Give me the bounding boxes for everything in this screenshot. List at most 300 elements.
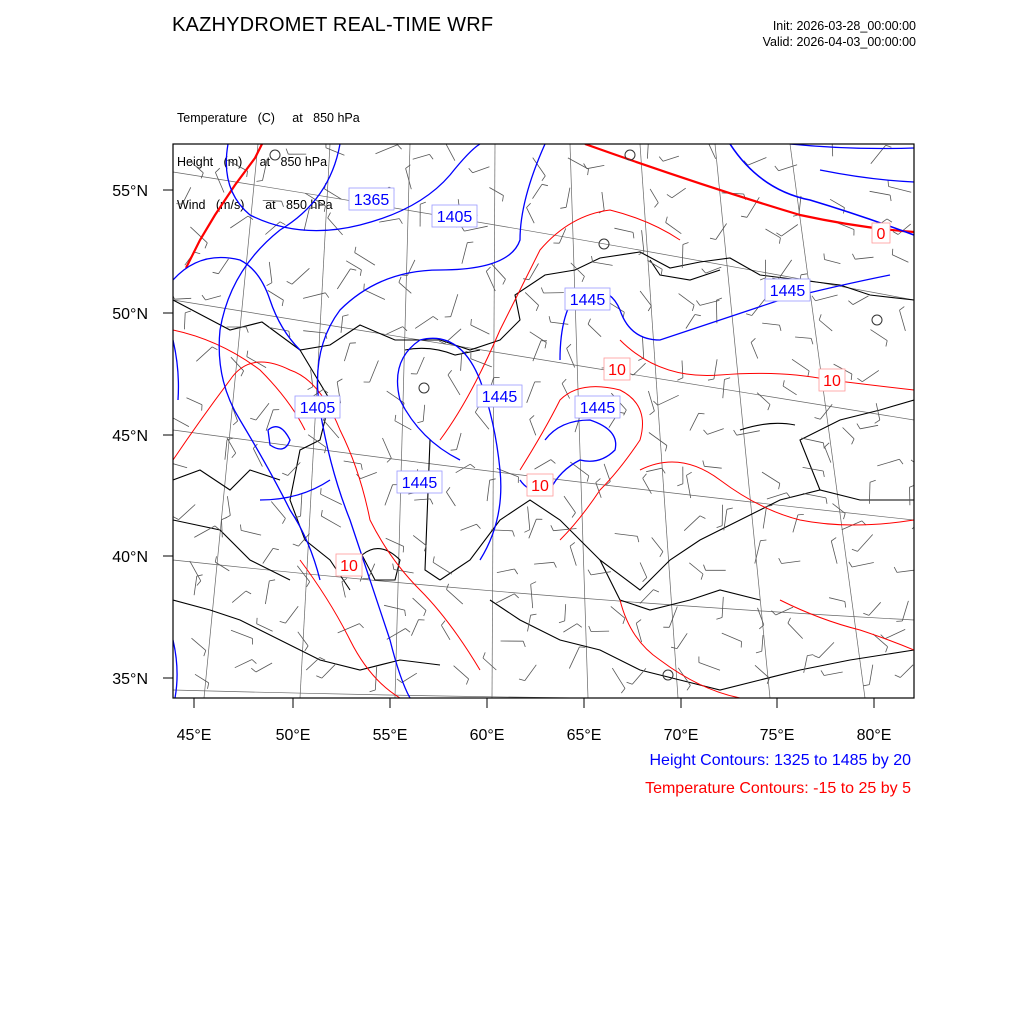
- wind-barb: [241, 530, 261, 535]
- wind-barb: [570, 546, 576, 566]
- temperature-label: [336, 554, 362, 576]
- svg-text:1445: 1445: [569, 292, 606, 309]
- wind-barb: [168, 462, 187, 468]
- wind-barb-flag: [918, 320, 923, 324]
- wind-barb: [533, 184, 543, 198]
- wind-barb: [525, 665, 537, 681]
- wind-barb-flag: [886, 647, 888, 653]
- wind-barb-flag: [627, 682, 633, 684]
- wind-barb-flag: [783, 380, 784, 386]
- wind-barb: [387, 327, 403, 335]
- wind-barb-flag: [775, 166, 779, 171]
- wind-barb: [232, 591, 246, 603]
- wind-barb-flag: [405, 629, 410, 633]
- wind-barb-flag: [808, 371, 809, 377]
- field-wind: Wind (m/s) at 850 hPa: [177, 198, 333, 212]
- wind-barb: [658, 395, 679, 405]
- wind-barb: [346, 261, 361, 270]
- wind-barb-flag: [282, 201, 284, 207]
- wind-barb-flag: [250, 418, 256, 420]
- lat-tick-label: 55°N: [112, 183, 148, 200]
- wind-barb: [364, 290, 385, 300]
- wind-barb-flag: [636, 620, 641, 624]
- wind-barb: [804, 656, 808, 673]
- wind-barb: [876, 403, 880, 420]
- wind-barb-flag: [173, 517, 178, 520]
- wind-barb: [387, 391, 404, 403]
- wind-barb-flag: [433, 556, 434, 562]
- wind-barb: [483, 658, 496, 670]
- wind-barb: [825, 447, 831, 463]
- wind-barb-flag: [241, 371, 244, 376]
- wind-barb-flag: [588, 319, 590, 325]
- wind-barb: [591, 572, 611, 575]
- wind-barb-flag: [660, 552, 663, 557]
- wind-barb: [801, 438, 823, 443]
- wind-barb: [399, 282, 411, 293]
- wind-barb-flag: [661, 269, 662, 275]
- wind-barb-flag: [851, 374, 852, 380]
- wind-barb: [914, 348, 931, 359]
- wind-barb-flag: [269, 580, 275, 581]
- wind-barb-flag: [788, 618, 791, 623]
- wind-barb-flag: [823, 471, 824, 477]
- wind-barb: [869, 482, 870, 504]
- wind-barb: [640, 563, 647, 578]
- wind-barb-flag: [282, 300, 283, 306]
- wind-barb: [783, 386, 797, 395]
- wind-barb-flag: [513, 531, 515, 537]
- wind-barb: [308, 435, 326, 448]
- wind-barb-flag: [251, 668, 256, 672]
- wind-barb: [461, 353, 462, 371]
- wind-barb: [370, 361, 379, 383]
- wind-barb-flag: [931, 348, 936, 352]
- wind-barb: [858, 535, 873, 552]
- wind-barb: [269, 262, 272, 283]
- wind-barb-flag: [695, 315, 701, 316]
- wind-barb: [722, 597, 723, 618]
- svg-text:1405: 1405: [436, 209, 473, 226]
- wind-barb: [454, 666, 469, 679]
- wind-barb: [593, 262, 613, 265]
- wind-barb-flag: [655, 203, 659, 208]
- wind-barb-flag: [653, 590, 659, 592]
- wind-barb-flag: [596, 479, 601, 483]
- svg-text:1445: 1445: [769, 283, 806, 300]
- wind-barb-flag: [515, 569, 518, 574]
- wind-barb-flag: [926, 378, 932, 379]
- wind-barb: [530, 419, 536, 435]
- wind-barb: [551, 322, 569, 324]
- wind-barb: [682, 361, 683, 378]
- svg-text:1445: 1445: [579, 400, 616, 417]
- wind-barb: [338, 624, 360, 633]
- svg-text:10: 10: [608, 362, 626, 379]
- wind-barb: [642, 230, 644, 252]
- wind-barb: [527, 382, 535, 403]
- wind-barb: [666, 223, 682, 234]
- wind-barb-flag: [666, 217, 668, 223]
- wind-barb: [647, 137, 648, 158]
- height-labels: [295, 188, 810, 493]
- wind-barb-flag: [667, 194, 672, 197]
- wind-barb-flag: [530, 415, 534, 419]
- wind-barb: [803, 467, 824, 471]
- wind-barb: [383, 438, 392, 458]
- wind-barb-flag: [831, 538, 836, 541]
- wind-barb: [748, 158, 767, 166]
- svg-text:1445: 1445: [481, 389, 518, 406]
- wind-barb-flag: [823, 443, 824, 449]
- height-label: [349, 188, 394, 210]
- wind-barb: [766, 229, 781, 238]
- wind-barb-flag: [704, 565, 706, 571]
- wind-barb: [487, 480, 490, 501]
- wind-barb: [795, 337, 811, 338]
- wind-barb-flag: [587, 476, 589, 482]
- wind-barb-flag: [395, 415, 396, 421]
- wind-barb: [669, 607, 677, 628]
- lon-tick-label: 75°E: [759, 727, 795, 744]
- height-label: [397, 471, 442, 493]
- wind-barb-flag: [355, 247, 356, 253]
- wind-barb-flag: [886, 145, 892, 147]
- wind-barb-flag: [324, 206, 325, 212]
- lat-tick-label: 40°N: [112, 549, 148, 566]
- wind-barb: [256, 403, 269, 420]
- wind-barb: [562, 384, 570, 399]
- wind-barb-flag: [844, 513, 846, 519]
- field-height: Height (m) at 850 hPa: [177, 154, 328, 169]
- wind-barb-flag: [503, 196, 504, 202]
- wind-barb-flag: [287, 281, 292, 284]
- wind-barb: [869, 602, 881, 615]
- lat-tick-label: 35°N: [112, 671, 148, 688]
- wind-barb-flag: [559, 621, 565, 623]
- wind-barb-flag: [724, 378, 730, 380]
- wind-barb: [230, 216, 248, 228]
- wind-barb-flag: [671, 647, 677, 648]
- height-contour-caption: Height Contours: 1325 to 1485 by 20: [649, 752, 911, 769]
- wind-barb: [762, 472, 780, 483]
- wind-barb-flag: [503, 279, 506, 284]
- wind-barb-flag: [702, 269, 706, 273]
- wind-barb-flag: [624, 410, 627, 415]
- wind-barb: [819, 320, 832, 331]
- wind-barb-flag: [205, 243, 207, 249]
- wind-barb: [328, 218, 343, 235]
- wind-barb-flag: [202, 295, 206, 300]
- wind-barb-flag: [475, 407, 478, 412]
- wind-barb-flag: [321, 510, 322, 516]
- wind-barb: [528, 615, 531, 631]
- wind-barb: [531, 584, 533, 608]
- wind-barb-flag: [751, 338, 755, 342]
- wind-barb-flag: [360, 576, 362, 582]
- wind-barb-flag: [703, 461, 705, 467]
- wind-barb-flag: [779, 558, 782, 563]
- height-label: [565, 288, 610, 310]
- wind-barb-flag: [212, 347, 217, 350]
- wind-barb: [563, 624, 577, 632]
- wind-barb-flag: [167, 456, 168, 462]
- lon-tick-label: 70°E: [663, 727, 699, 744]
- wind-barb-flag: [699, 413, 705, 414]
- lon-tick-label: 65°E: [566, 727, 602, 744]
- wind-barb: [379, 219, 399, 223]
- wind-barb-flag: [486, 267, 490, 271]
- wind-barb-flag: [523, 641, 525, 647]
- wind-barb: [195, 674, 209, 683]
- wind-barb: [376, 145, 398, 154]
- wind-barb: [716, 224, 727, 240]
- wind-barb-flag: [887, 219, 892, 222]
- wind-barb-flag: [554, 562, 557, 567]
- wind-barb: [682, 245, 683, 268]
- wind-barb: [587, 165, 605, 168]
- wind-barb: [862, 370, 879, 381]
- wind-barb-flag: [821, 670, 824, 675]
- wind-barb: [897, 570, 919, 573]
- wind-barb-flag: [527, 203, 531, 207]
- wind-barb: [918, 436, 933, 447]
- wind-barb-flag: [741, 216, 747, 217]
- wind-barb-flag: [477, 524, 481, 528]
- valid-time: Valid: 2026-04-03_00:00:00: [762, 35, 916, 49]
- wind-barb: [762, 323, 779, 325]
- wind-barb: [179, 505, 196, 520]
- wind-barb-flag: [756, 651, 762, 653]
- wind-barb-flag: [325, 293, 328, 298]
- wind-barb: [344, 343, 350, 361]
- wind-barb-flag: [852, 549, 858, 551]
- wind-barb: [885, 629, 905, 638]
- lon-tick-label: 55°E: [372, 727, 408, 744]
- wind-barb: [326, 148, 345, 155]
- wind-barb-flag: [665, 446, 667, 452]
- wind-barb: [433, 562, 452, 574]
- wind-barb: [614, 228, 633, 232]
- wind-barb-flag: [523, 279, 529, 280]
- field-temperature: Temperature (C) at 850 hPa: [177, 111, 360, 125]
- wind-barb-flag: [700, 516, 705, 519]
- wind-barb: [716, 300, 717, 323]
- wind-barb: [196, 347, 212, 361]
- wind-barb-flag: [337, 379, 342, 382]
- wind-barb-flag: [213, 272, 219, 273]
- wind-barb-flag: [257, 181, 263, 182]
- wind-barb-flag: [633, 232, 634, 238]
- wind-barb: [263, 159, 268, 181]
- wind-barb: [792, 359, 809, 371]
- wind-barb-flag: [240, 525, 241, 531]
- svg-text:1445: 1445: [401, 475, 438, 492]
- wind-barb-flag: [643, 578, 647, 582]
- wind-barb-flag: [433, 316, 438, 320]
- wind-barb-flag: [531, 582, 536, 585]
- wind-barb-flag: [399, 219, 402, 224]
- wind-barb: [286, 606, 299, 623]
- wind-barb-flag: [273, 548, 279, 549]
- wind-barb-flag: [825, 443, 830, 447]
- wind-barb: [227, 160, 247, 171]
- wind-barb-flag: [267, 283, 272, 286]
- wind-barb-flag: [857, 424, 860, 429]
- wind-barb: [632, 668, 646, 684]
- wind-barb: [564, 496, 576, 512]
- wind-barb: [337, 269, 350, 289]
- lat-tick-label: 50°N: [112, 306, 148, 323]
- wind-barb: [413, 535, 426, 545]
- wind-barb-flag: [807, 655, 813, 656]
- wind-barb-flag: [466, 679, 468, 685]
- wind-barb: [569, 647, 579, 669]
- wind-barb-flag: [928, 474, 930, 480]
- wind-barb-flag: [542, 176, 545, 181]
- wind-barb: [779, 165, 798, 171]
- wind-barb: [751, 342, 758, 358]
- wind-barb: [860, 425, 878, 429]
- wind-barb-flag: [514, 594, 518, 598]
- wind-barb-flag: [650, 411, 655, 415]
- wind-barb-flag: [233, 421, 238, 425]
- wind-barb: [423, 405, 425, 421]
- wind-barb: [640, 590, 654, 604]
- wind-barb-flag: [892, 249, 893, 255]
- wind-barb: [528, 507, 530, 530]
- wind-barb: [799, 196, 801, 215]
- wind-barb-flag: [798, 514, 804, 515]
- wind-barb: [871, 330, 888, 341]
- wind-barb-flag: [890, 195, 891, 201]
- wind-barb: [758, 608, 764, 625]
- init-time: Init: 2026-03-28_00:00:00: [772, 19, 916, 33]
- wind-barb-flag: [541, 288, 543, 294]
- wind-barb-flag: [579, 647, 585, 648]
- wind-barb: [457, 433, 462, 450]
- wind-barb: [642, 336, 643, 358]
- wind-barb-flag: [589, 626, 591, 632]
- wind-barb: [686, 315, 695, 329]
- wind-barb: [529, 264, 538, 280]
- wind-barb-flag: [875, 420, 880, 423]
- wind-barb: [672, 188, 686, 198]
- wind-barb-flag: [779, 483, 780, 489]
- wind-barb-flag: [531, 614, 537, 615]
- wind-barb: [767, 493, 787, 499]
- wind-barb: [321, 494, 342, 504]
- wind-barb: [215, 562, 229, 571]
- wind-barb-flag: [863, 613, 869, 615]
- wind-barb-flag: [704, 430, 708, 435]
- wind-barb-flag: [727, 508, 733, 509]
- wind-barb: [206, 296, 222, 300]
- wind-barb: [900, 665, 913, 678]
- wind-barb-flag: [471, 319, 472, 325]
- wind-barb-flag: [677, 484, 683, 486]
- wind-barb-flag: [293, 544, 299, 546]
- wind-barb-flag: [696, 301, 700, 306]
- wind-barb-flag: [815, 418, 821, 420]
- wind-barb: [451, 294, 458, 317]
- wind-barb: [491, 263, 506, 279]
- wind-barb-flag: [567, 344, 571, 348]
- wind-barb-flag: [621, 688, 625, 693]
- wind-barb: [825, 260, 841, 264]
- wind-barb: [303, 331, 325, 333]
- wind-barb: [190, 161, 203, 173]
- wind-barb-flag: [307, 582, 310, 587]
- wind-barb: [411, 620, 418, 636]
- wind-barb-flag: [305, 646, 308, 651]
- wind-barb-flag: [886, 341, 887, 347]
- wind-barb-flag: [893, 232, 898, 235]
- wind-barb-flag: [551, 525, 554, 530]
- wind-barb-flag: [894, 567, 897, 572]
- wind-barb: [722, 633, 742, 641]
- wind-barb: [707, 429, 723, 435]
- wind-barb-flag: [246, 327, 248, 333]
- wind-barb-flag: [176, 204, 182, 205]
- wind-barb-flag: [308, 387, 313, 390]
- wind-barb: [737, 431, 760, 436]
- wind-barb: [869, 665, 872, 685]
- wind-barb-flag: [420, 202, 426, 204]
- wind-barb: [235, 660, 252, 668]
- wind-barb-flag: [232, 453, 236, 458]
- wind-barb: [413, 598, 426, 610]
- wind-barb-flag: [710, 238, 716, 239]
- height-label: [575, 396, 620, 418]
- wind-barb: [341, 316, 343, 333]
- lon-tick-label: 60°E: [469, 727, 505, 744]
- wind-barb: [535, 460, 551, 470]
- wind-barb-flag: [870, 480, 876, 482]
- wind-barb: [475, 412, 489, 429]
- wind-barb: [533, 158, 546, 176]
- wind-barb-flag: [888, 181, 889, 187]
- wind-barb: [588, 324, 601, 337]
- wind-barb-flag: [623, 618, 625, 624]
- wind-barb: [757, 393, 770, 405]
- lat-tick-label: 45°N: [112, 428, 148, 445]
- wind-barb: [877, 459, 899, 466]
- wind-barb: [604, 464, 610, 482]
- wind-barb: [633, 363, 645, 375]
- wind-barb: [292, 268, 309, 284]
- lon-tick-label: 50°E: [275, 727, 311, 744]
- lon-tick-label: 45°E: [176, 727, 212, 744]
- wind-barb: [288, 462, 301, 475]
- wind-barb: [870, 191, 891, 195]
- wind-barb: [650, 189, 658, 203]
- wind-barb: [689, 563, 703, 574]
- wind-barb-flag: [577, 624, 582, 628]
- wind-barb-flag: [321, 488, 322, 494]
- wind-barb-flag: [252, 660, 256, 664]
- temperature-label: [872, 223, 890, 243]
- wind-barb: [892, 255, 908, 262]
- wind-barb: [534, 562, 554, 564]
- wind-barb-flag: [469, 168, 473, 173]
- wind-barb: [385, 485, 393, 506]
- wind-barb-flag: [204, 650, 206, 656]
- wind-barb: [471, 359, 492, 367]
- wind-barb: [194, 576, 197, 595]
- wind-barb: [395, 421, 411, 430]
- wind-barb: [344, 461, 361, 464]
